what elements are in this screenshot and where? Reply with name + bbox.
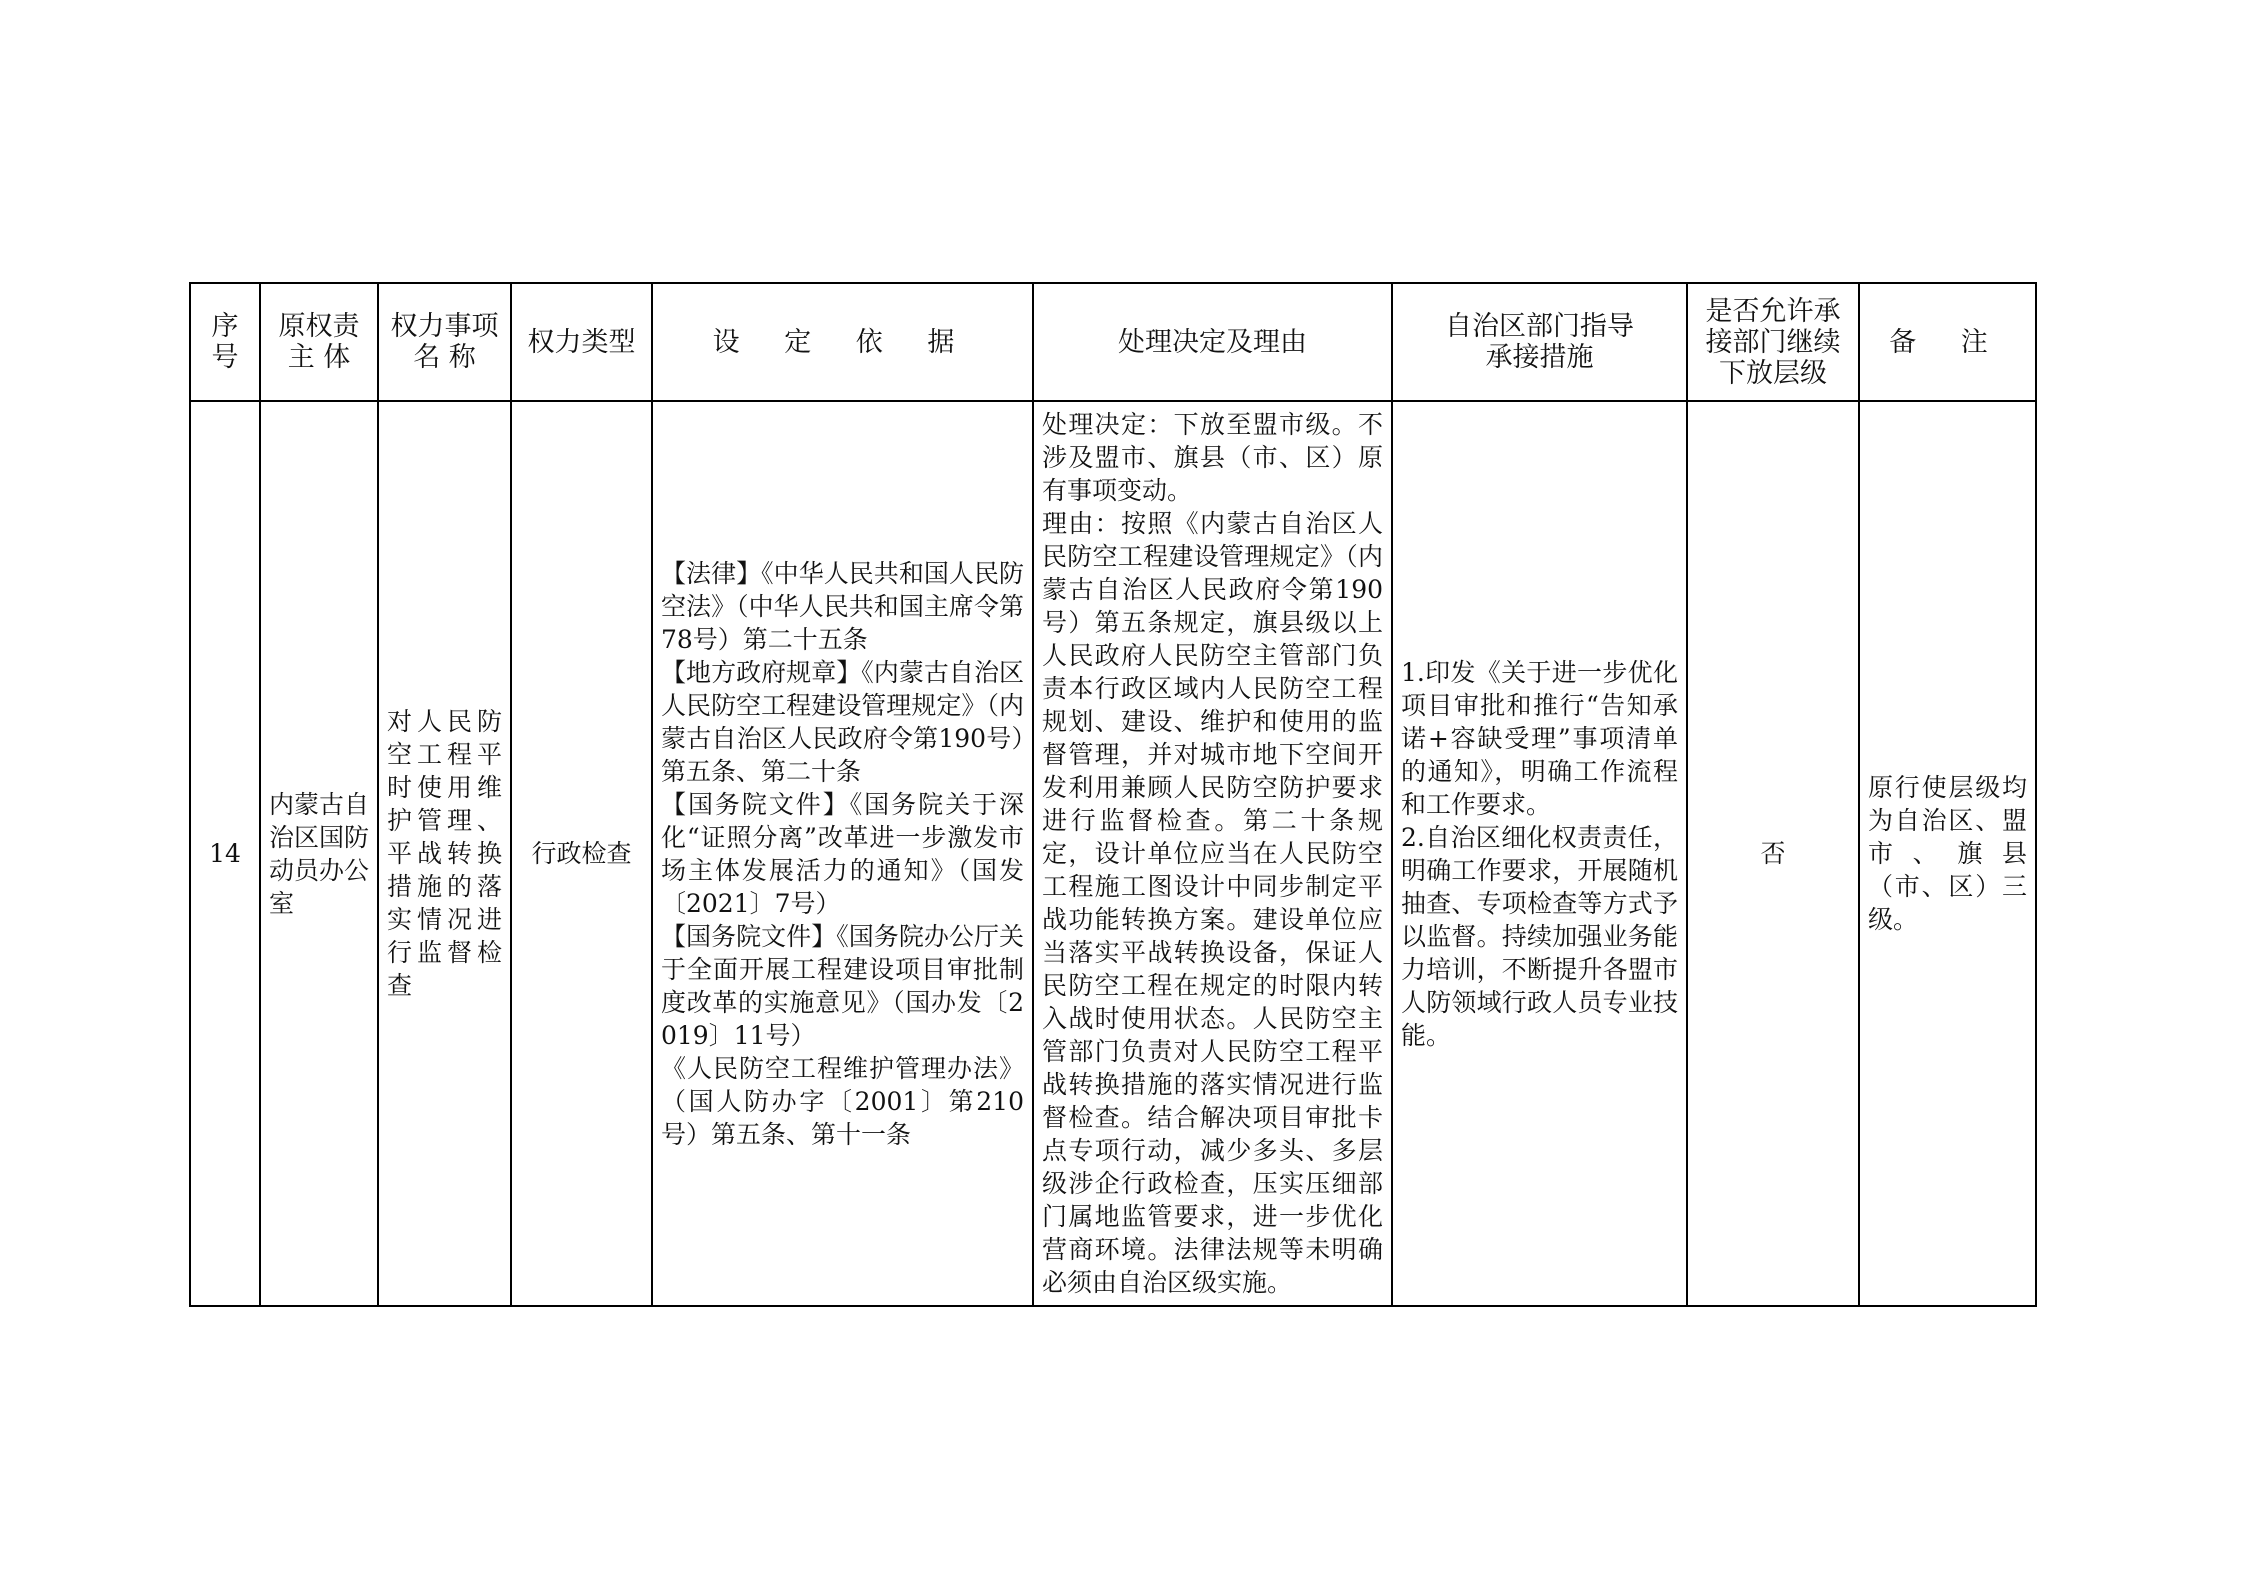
- header-decision: 处理决定及理由: [1033, 283, 1392, 401]
- basis-item: 【国务院文件】《国务院关于深化“证照分离”改革进一步激发市场主体发展活力的通知》（国发〔2021〕7号）: [661, 789, 1024, 918]
- basis-item: 《人民防空工程维护管理办法》（国人防办字〔2001〕第210号）第五条、第十一条: [661, 1053, 1024, 1149]
- cell-remarks: 原行使层级均为自治区、盟市、旗县（市、区）三级。: [1859, 401, 2036, 1306]
- header-seq: 序号: [190, 283, 260, 401]
- cell-subject: 内蒙古自治区国防动员办公室: [260, 401, 378, 1306]
- basis-item: 【国务院文件】《国务院办公厅关于全面开展工程建设项目审批制度改革的实施意见》（国办发〔2019〕11号）: [661, 921, 1024, 1050]
- header-allow-further: 是否允许承 接部门继续 下放层级: [1687, 283, 1859, 401]
- guidance-item: 2.自治区细化权责责任，明确工作要求，开展随机抽查、专项检查等方式予以监督。持续加强业务能力培训，不断提升各盟市人防领域行政人员专业技能。: [1401, 822, 1678, 1050]
- header-type: 权力类型: [511, 283, 652, 401]
- basis-item: 【地方政府规章】《内蒙古自治区人民防空工程建设管理规定》（内蒙古自治区人民政府令第190号）第五条、第二十条: [661, 657, 1024, 786]
- table-row: [190, 401, 2036, 1306]
- table-header-row: [190, 283, 2036, 401]
- power-list-table: [189, 282, 2037, 1307]
- header-subject: 原权责 主 体: [260, 283, 378, 401]
- header-guidance: 自治区部门指导 承接措施: [1392, 283, 1687, 401]
- decision-text: 处理决定：下放至盟市级。不涉及盟市、旗县（市、区）原有事项变动。: [1042, 410, 1383, 505]
- cell-seq: 14: [190, 401, 260, 1306]
- reason-text: 理由：按照《内蒙古自治区人民防空工程建设管理规定》（内蒙古自治区人民政府令第190号）第五条规定，旗县级以上人民政府人民防空主管部门负责本行政区域内人民防空工程规划、建设、维护和使用的监督管理，并对城市地下空间开发利用兼顾人民防空防护要求进行监督检查。第二十条规定，设计单位应当在人民防空工程施工图设计中同步制定平战功能转换方案。建设单位应当落实平战转换设备，保证人民防空工程在规定的时限内转入战时使用状态。人民防空主管部门负责对人民防空工程平战转换措施的落实情况进行监督检查。结合解决项目审批卡点专项行动，减少多头、多层级涉企行政检查，压实压细部门属地监管要求，进一步优化营商环境。法律法规等未明确必须由自治区级实施。: [1042, 509, 1383, 1297]
- guidance-item: 1.印发《关于进一步优化项目审批和推行“告知承诺+容缺受理”事项清单的通知》，明确工作流程和工作要求。: [1401, 657, 1678, 819]
- cell-item-name: 对人民防空工程平时使用维护管理、平战转换措施的落实情况进行监督检查: [378, 401, 511, 1306]
- cell-basis: [652, 401, 1033, 1306]
- cell-allow-further: 否: [1687, 401, 1859, 1306]
- cell-decision: [1033, 401, 1392, 1306]
- basis-item: 【法律】《中华人民共和国人民防空法》（中华人民共和国主席令第78号）第二十五条: [661, 558, 1024, 654]
- header-item-name: 权力事项 名 称: [378, 283, 511, 401]
- cell-type: 行政检查: [511, 401, 652, 1306]
- cell-guidance: [1392, 401, 1687, 1306]
- header-remarks: 备 注: [1859, 283, 2036, 401]
- header-basis: 设 定 依 据: [652, 283, 1033, 401]
